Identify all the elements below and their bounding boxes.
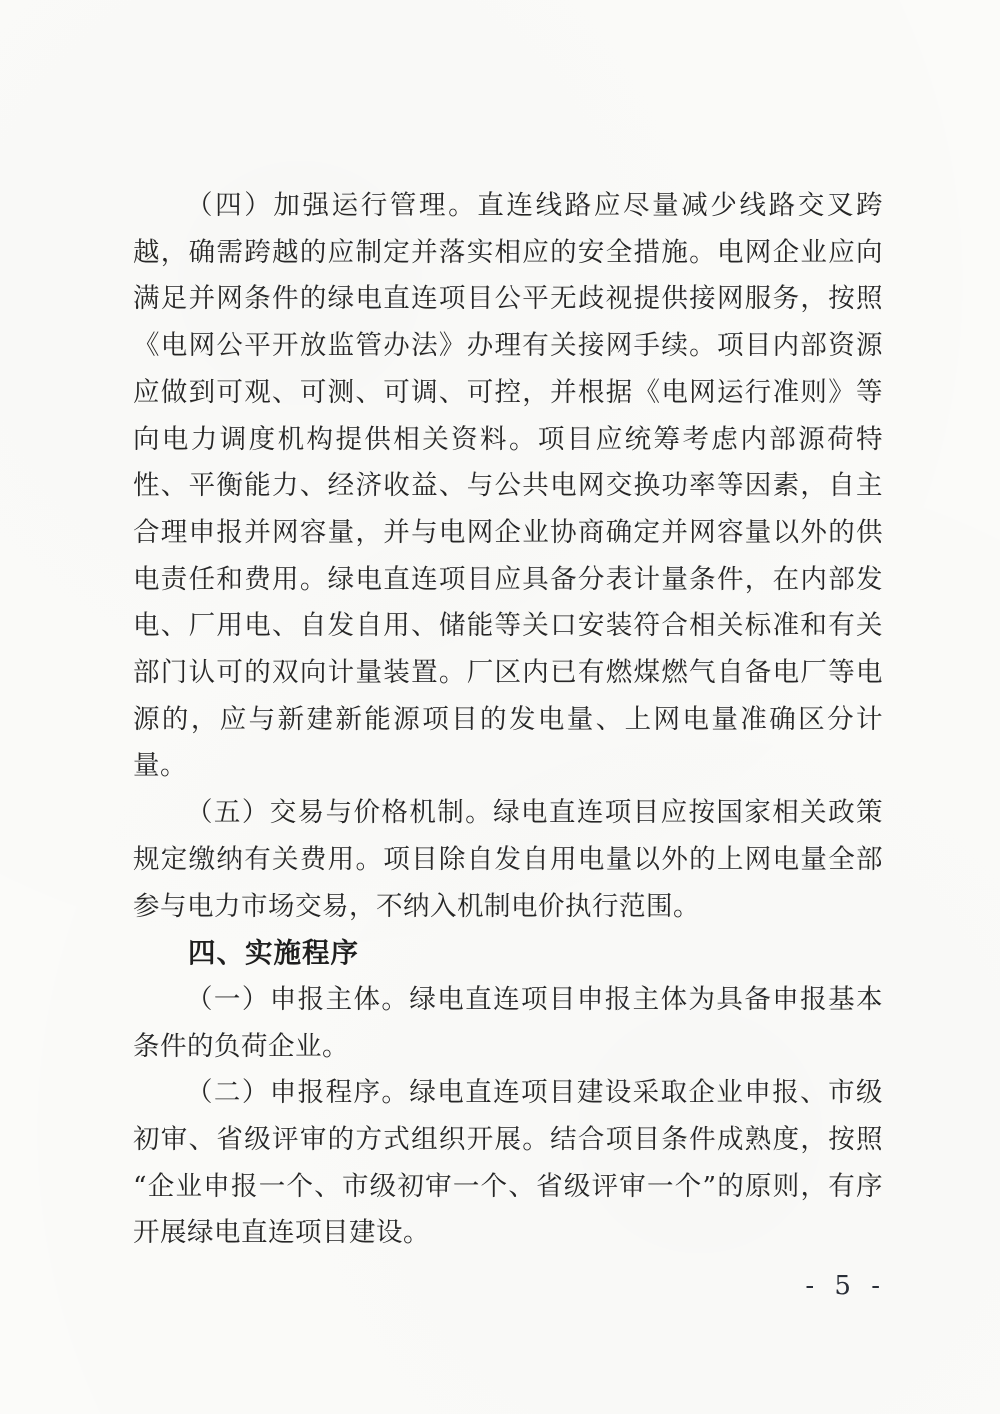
body-paragraph-application-subject: （一）申报主体。绿电直连项目申报主体为具备申报基本条件的负荷企业。: [133, 983, 883, 1062]
section-heading-implementation-procedure: 四、实施程序: [188, 937, 359, 970]
body-paragraph-trading-price-mechanism: （五）交易与价格机制。绿电直连项目应按国家相关政策规定缴纳有关费用。项目除自发自用电量以外的上网电量全部参与电力市场交易，不纳入机制电价执行范围。: [133, 797, 883, 922]
document-body: [133, 183, 883, 1257]
body-paragraph-application-procedure: （二）申报程序。绿电直连项目建设采取企业申报、市级初审、省级评审的方式组织开展。结合项目条件成熟度，按照“企业申报一个、市级初审一个、省级评审一个”的原则，有序开展绿电直连项目建设。: [133, 1077, 883, 1249]
page-number: - 5 -: [805, 1271, 886, 1301]
body-paragraph-operation-management: （四）加强运行管理。直连线路应尽量减少线路交叉跨越，确需跨越的应制定并落实相应的安全措施。电网企业应向满足并网条件的绿电直连项目公平无歧视提供接网服务，按照《电网公平开放监管办法》办理有关接网手续。项目内部资源应做到可观、可测、可调、可控，并根据《电网运行准则》等向电力调度机构提供相关资料。项目应统筹考虑内部源荷特性、平衡能力、经济收益、与公共电网交换功率等因素，自主合理申报并网容量，并与电网企业协商确定并网容量以外的供电责任和费用。绿电直连项目应具备分表计量条件，在内部发电、厂用电、自发自用、储能等关口安装符合相关标准和有关部门认可的双向计量装置。厂区内已有燃煤燃气自备电厂等电源的，应与新建新能源项目的发电量、上网电量准确区分计量。: [133, 190, 883, 782]
